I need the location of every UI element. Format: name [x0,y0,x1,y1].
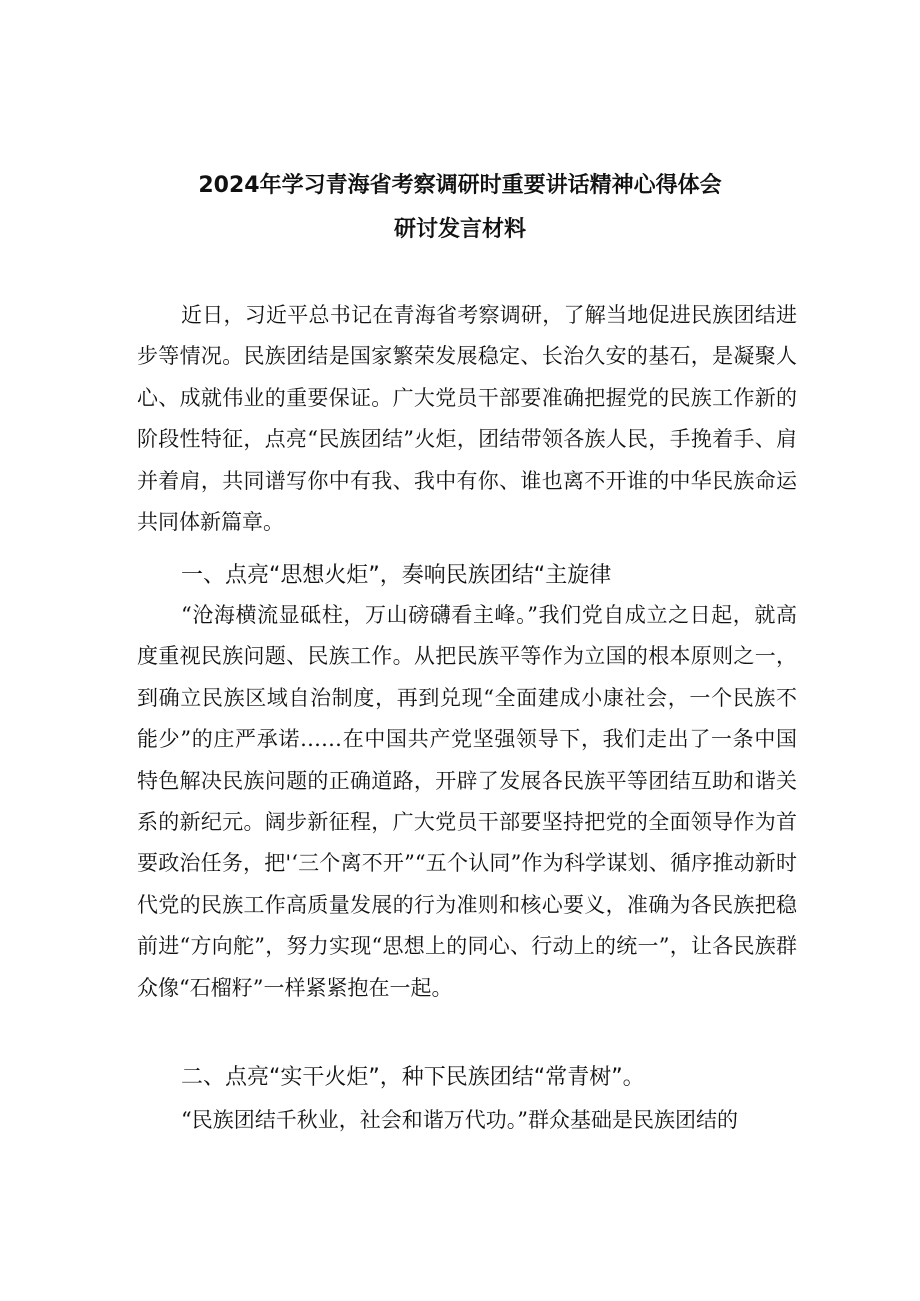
paragraph-section-2: “民族团结千秋业，社会和谐万代功。”群众基础是民族团结的 [181,1108,738,1132]
paragraph-intro: 近日，习近平总书记在青海省考察调研，了解当地促进民族团结进步等情况。民族团结是国家繁荣发展稳定、长治久安的基石，是凝聚人心、成就伟业的重要保证。广大党员干部要准确把握党的民族工作新的阶段性特征，点亮“民族团结”火炬，团结带领各族人民，手挽着手、肩并着肩，共同谱写你中有我、我中有你、谁也离不开谁的中华民族命运共同体新篇章。 [137,303,797,535]
paragraph-section-1: “沧海横流显砥柱，万山磅礴看主峰。”我们党自成立之日起，就高度重视民族问题、民族工作。从把民族平等作为立国的根本原则之一，到确立民族区域自治制度，再到兑现“全面建成小康社会，一个民族不能少”的庄严承诺……在中国共产党坚强领导下，我们走出了一条中国特色解决民族问题的正确道路，开辟了发展各民族平等团结互助和谐关系的新纪元。阔步新征程，广大党员干部要坚持把党的全面领导作为首要政治任务，把'‘三个离不开”“五个认同”作为科学谋划、循序推动新时代党的民族工作高质量发展的行为准则和核心要义，准确为各民族把稳前进“方向舵”，努力实现“思想上的同心、行动上的统一”，让各民族群众像“石榴籽”一样紧紧抱在一起。 [137,603,797,1000]
document-title: 2024年学习青海省考察调研时重要讲话精神心得体会 [198,173,722,198]
section-heading-2: 二、点亮“实干火炬”，种下民族团结“常青树”。 [181,1065,645,1090]
section-heading-1: 一、点亮“思想火炬”，奏响民族团结“主旋律 [181,563,612,588]
document-subtitle: 研讨发言材料 [393,217,526,242]
